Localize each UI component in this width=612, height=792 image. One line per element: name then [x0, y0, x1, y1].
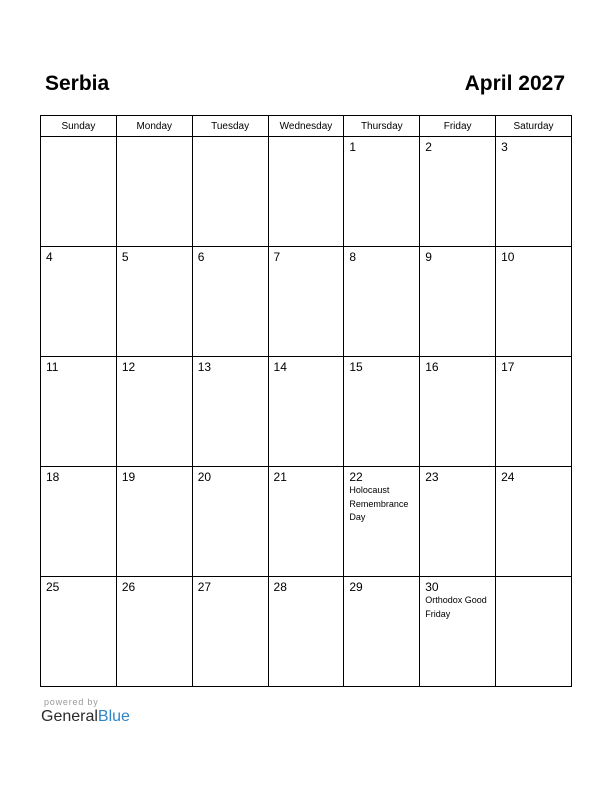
weekday-monday: Monday [116, 116, 192, 137]
day-cell [41, 577, 117, 687]
day-number: 3 [501, 140, 508, 154]
day-number: 25 [46, 580, 60, 594]
day-cell [116, 467, 192, 577]
day-cell [116, 357, 192, 467]
day-cell [420, 467, 496, 577]
day-cell [344, 577, 420, 687]
brand-name-general: General [41, 708, 98, 725]
day-number [117, 137, 192, 140]
weekday-wednesday: Wednesday [268, 116, 344, 137]
day-cell [420, 137, 496, 247]
day-cell [41, 357, 117, 467]
day-cell [420, 357, 496, 467]
brand-name-blue: Blue [97, 708, 130, 725]
day-number: 29 [349, 580, 363, 594]
day-cell [268, 577, 344, 687]
day-number: 1 [349, 140, 357, 154]
generalblue-logo[interactable] [41, 708, 130, 726]
day-number: 13 [197, 360, 212, 374]
day-cell [268, 137, 344, 247]
day-number: 4 [46, 250, 53, 264]
day-cell [268, 247, 344, 357]
day-number: 2 [425, 140, 432, 154]
day-cell [420, 577, 496, 687]
day-cell [268, 467, 344, 577]
day-number [496, 577, 571, 580]
day-number: 8 [349, 250, 357, 264]
day-cell [41, 247, 117, 357]
powered-by-text: powered by [44, 697, 99, 707]
weekday-thursday: Thursday [344, 116, 420, 137]
day-cell [116, 577, 192, 687]
day-number: 18 [46, 470, 60, 484]
day-cell [496, 247, 572, 357]
week-row [41, 357, 572, 467]
day-number: 21 [273, 470, 287, 484]
day-number [41, 137, 116, 140]
day-number: 15 [349, 360, 363, 374]
day-cell [116, 137, 192, 247]
day-number: 7 [273, 250, 281, 264]
weekday-tuesday: Tuesday [192, 116, 268, 137]
day-number: 28 [273, 580, 287, 594]
day-cell [116, 247, 192, 357]
day-number: 11 [46, 360, 59, 374]
calendar-grid [40, 115, 572, 687]
day-cell [192, 357, 268, 467]
weekday-saturday: Saturday [496, 116, 572, 137]
weekday-friday: Friday [420, 116, 496, 137]
day-cell [496, 137, 572, 247]
day-cell [192, 577, 268, 687]
day-cell [192, 137, 268, 247]
country-title: Serbia [45, 72, 110, 95]
day-cell [344, 357, 420, 467]
day-number [269, 137, 344, 140]
day-number: 9 [425, 250, 432, 264]
holiday-label: Holocaust Remembrance Day [349, 485, 409, 522]
day-cell [192, 467, 268, 577]
weekday-header-row [41, 116, 572, 137]
week-row [41, 577, 572, 687]
day-cell [192, 247, 268, 357]
day-number: 10 [501, 250, 515, 264]
day-cell [344, 247, 420, 357]
day-number: 6 [197, 250, 205, 264]
day-number: 22 [349, 470, 363, 484]
day-number: 23 [425, 470, 439, 484]
day-cell [496, 467, 572, 577]
day-number: 19 [121, 470, 136, 484]
day-number: 5 [121, 250, 129, 264]
day-number: 26 [121, 580, 136, 594]
day-number: 14 [273, 360, 287, 374]
day-number: 24 [501, 470, 515, 484]
day-cell [41, 467, 117, 577]
day-number: 16 [425, 360, 439, 374]
week-row [41, 467, 572, 577]
week-row [41, 137, 572, 247]
day-number: 20 [197, 470, 212, 484]
day-cell [420, 247, 496, 357]
day-number: 12 [121, 360, 136, 374]
day-number: 30 [425, 580, 439, 594]
day-number [193, 137, 268, 140]
week-row [41, 247, 572, 357]
holiday-label: Orthodox Good Friday [425, 595, 487, 619]
day-cell [268, 357, 344, 467]
weekday-sunday: Sunday [41, 116, 117, 137]
day-cell [496, 357, 572, 467]
day-cell [496, 577, 572, 687]
day-cell [344, 137, 420, 247]
month-year-title: April 2027 [464, 72, 565, 95]
day-cell [344, 467, 420, 577]
day-number: 17 [501, 360, 515, 374]
day-number: 27 [197, 580, 212, 594]
day-cell [41, 137, 117, 247]
